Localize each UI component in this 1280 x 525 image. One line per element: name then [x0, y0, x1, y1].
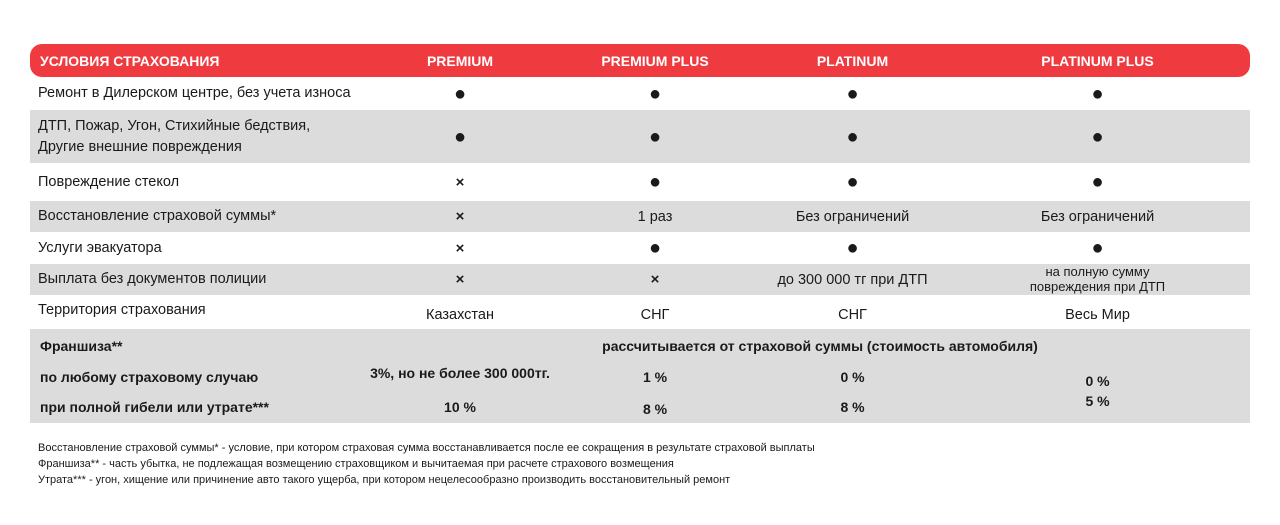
excluded-mark: ×	[455, 239, 465, 257]
row-label-line: ДТП, Пожар, Угон, Стихийные бедствия,	[38, 118, 311, 135]
cell-value: 5 %	[1085, 393, 1110, 409]
header-platinum-plus: PLATINUM PLUS	[1041, 52, 1154, 69]
row-label: Ремонт в Дилерском центре, без учета износа	[38, 85, 351, 102]
cell-value: 8 %	[840, 399, 865, 415]
table-header	[30, 44, 1250, 77]
cell-value: 0 %	[1085, 373, 1110, 389]
row-label-line: Другие внешние повреждения	[38, 138, 242, 155]
included-mark: ●	[846, 237, 859, 259]
included-mark: ●	[1091, 171, 1104, 193]
row-label: Территория страхования	[38, 302, 206, 318]
table-row	[30, 77, 1250, 110]
included-mark: ●	[846, 171, 859, 193]
footnote: Восстановление страховой суммы* - условие, при котором страховая сумма восстанавливается после ее сокращения в результате страховой выплаты	[38, 442, 815, 454]
cell-value-line: повреждения при ДТП	[1029, 278, 1166, 294]
excluded-mark: ×	[650, 271, 660, 288]
cell-value: до 300 000 тг при ДТП	[777, 271, 928, 288]
cell-value: 10 %	[444, 399, 476, 415]
row-label: по любому страховому случаю	[40, 369, 259, 385]
header-premium: PREMIUM	[426, 52, 494, 69]
cell-value	[990, 264, 1205, 295]
excluded-mark: ×	[455, 173, 465, 191]
franchise-row	[30, 392, 1250, 422]
included-mark: ●	[453, 82, 467, 105]
included-mark: ●	[1091, 125, 1104, 148]
table-row	[30, 295, 1250, 329]
cell-value: СНГ	[838, 307, 867, 323]
cell-value: Весь Мир	[1065, 307, 1130, 323]
header-conditions: УСЛОВИЯ СТРАХОВАНИЯ	[40, 52, 220, 69]
row-label: Восстановление страховой суммы*	[38, 208, 277, 225]
row-label: Повреждение стекол	[38, 173, 180, 190]
header-platinum: PLATINUM	[816, 52, 889, 69]
table-row	[30, 201, 1250, 232]
excluded-mark: ×	[455, 271, 465, 288]
cell-value-line: на полную сумму	[1045, 264, 1150, 280]
row-label: при полной гибели или утрате***	[40, 399, 269, 415]
included-mark: ●	[648, 171, 662, 193]
footnote: Франшиза** - часть убытка, не подлежащая возмещению страховщиком и вычитаемая при расчете страхового возмещения	[38, 458, 674, 470]
table-row	[30, 110, 1250, 163]
included-mark: ●	[648, 125, 662, 148]
header-premium-plus: PREMIUM PLUS	[601, 52, 709, 69]
franchise-note: рассчитывается от страховой суммы (стоимость автомобиля)	[602, 338, 1038, 354]
footnote: Утрата*** - угон, хищение или причинение авто такого ущерба, при котором нецелесообразно производить восстановительный ремонт	[38, 474, 731, 486]
cell-value: Казахстан	[426, 307, 494, 323]
franchise-title: Франшиза**	[40, 338, 123, 354]
cell-value: Без ограничений	[1040, 208, 1155, 225]
row-label: Услуги эвакуатора	[38, 239, 162, 256]
included-mark: ●	[453, 125, 467, 148]
table-row	[30, 163, 1250, 201]
franchise-block	[30, 329, 1250, 423]
row-label: Выплата без документов полиции	[38, 271, 267, 288]
row-label	[30, 110, 400, 163]
cell-value: Без ограничений	[795, 208, 910, 225]
cell-value: 1 раз	[637, 208, 673, 225]
table-row	[30, 232, 1250, 264]
cell-value: 1 %	[642, 369, 668, 385]
included-mark: ●	[846, 125, 859, 148]
included-mark: ●	[648, 237, 662, 259]
table-row	[30, 264, 1250, 295]
included-mark: ●	[1091, 82, 1104, 105]
cell-value: 3%, но не более 300 000тг.	[370, 365, 550, 381]
footnotes	[38, 440, 815, 488]
cell-value: СНГ	[640, 307, 670, 323]
cell-value: 8 %	[642, 401, 668, 417]
included-mark: ●	[648, 82, 662, 105]
included-mark: ●	[1091, 237, 1104, 259]
franchise-title-row	[30, 331, 1250, 361]
insurance-table	[30, 44, 1250, 423]
included-mark: ●	[846, 82, 859, 105]
excluded-mark: ×	[455, 208, 465, 225]
cell-value: 0 %	[840, 369, 865, 385]
